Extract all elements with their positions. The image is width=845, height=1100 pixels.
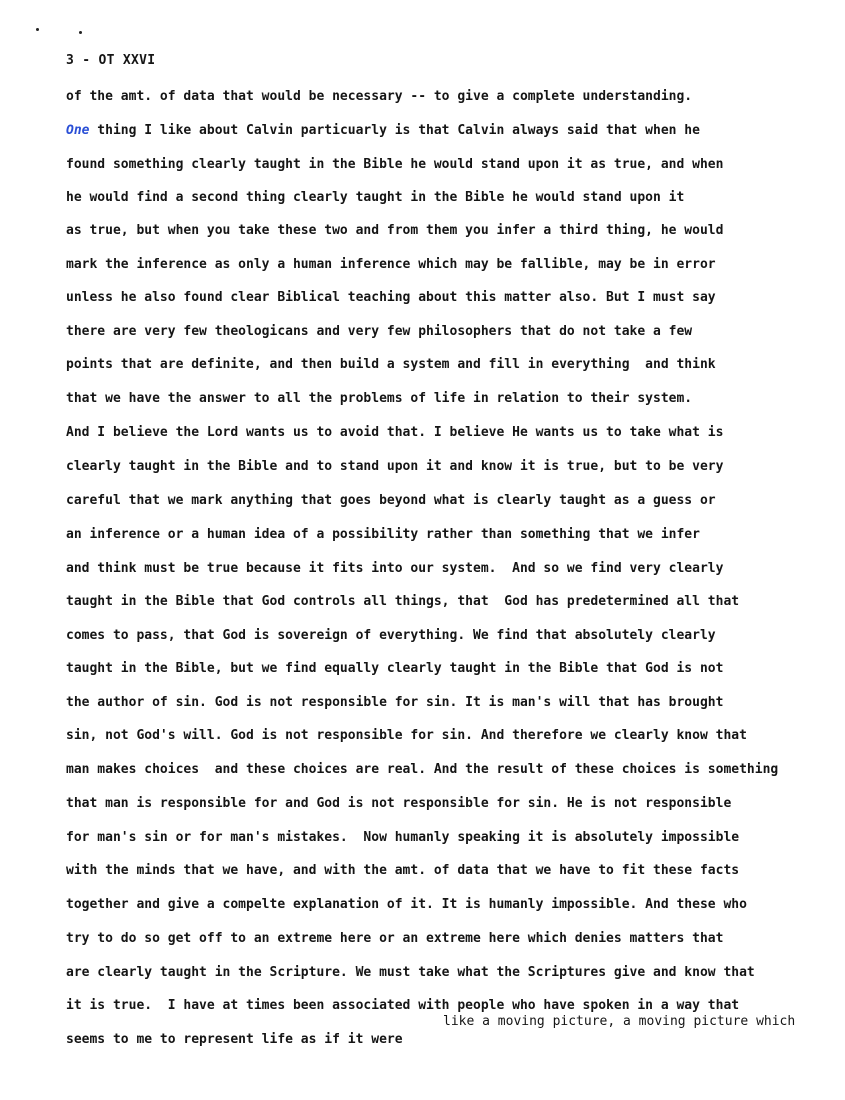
- text-line-rest: thing I like about Calvin particuarly is that Calvin always said that when he: [89, 123, 700, 138]
- text-line: and think must be true because it fits into our system. And so we find very clearly: [66, 561, 724, 576]
- text-line: taught in the Bible that God controls all things, that God has predetermined all that: [66, 594, 740, 609]
- text-line: as true, but when you take these two and from them you infer a third thing, he would: [66, 223, 724, 238]
- text-line: that we have the answer to all the problems of life in relation to their system.: [66, 391, 693, 406]
- text-line: clearly taught in the Bible and to stand upon it and know it is true, but to be very: [66, 459, 724, 474]
- text-line: there are very few theologicans and very few philosophers that do not take a few: [66, 324, 693, 339]
- handwritten-annotation: One: [66, 123, 90, 138]
- text-line: taught in the Bible, but we find equally clearly taught in the Bible that God is not: [66, 661, 724, 676]
- text-line: that man is responsible for and God is not responsible for sin. He is not responsible: [66, 796, 732, 811]
- text-line: careful that we mark anything that goes beyond what is clearly taught as a guess or: [66, 493, 716, 508]
- text-line: are clearly taught in the Scripture. We must take what the Scriptures give and know that: [66, 965, 755, 980]
- text-line: sin, not God's will. God is not responsible for sin. And therefore we clearly know that: [66, 728, 747, 743]
- inserted-typed-line: like a moving picture, a moving picture which: [443, 1014, 796, 1029]
- text-line: man makes choices and these choices are real. And the result of these choices is something: [66, 762, 779, 777]
- text-line: mark the inference as only a human inference which may be fallible, may be in error: [66, 257, 716, 272]
- text-line: points that are definite, and then build a system and fill in everything and think: [66, 357, 716, 372]
- text-line: an inference or a human idea of a possibility rather than something that we infer: [66, 527, 700, 542]
- speck: [79, 31, 82, 34]
- text-line: it is true. I have at times been associated with people who have spoken in a way that: [66, 998, 740, 1013]
- text-line: of the amt. of data that would be necessary -- to give a complete understanding.: [66, 89, 693, 104]
- text-line: seems to me to represent life as if it were: [66, 1032, 403, 1047]
- text-line: [66, 123, 700, 139]
- text-line: try to do so get off to an extreme here or an extreme here which denies matters that: [66, 931, 724, 946]
- text-line: for man's sin or for man's mistakes. Now humanly speaking it is absolutely impossible: [66, 830, 740, 845]
- page-header: 3 - OT XXVI: [66, 53, 156, 68]
- text-line: found something clearly taught in the Bible he would stand upon it as true, and when: [66, 157, 724, 172]
- text-line: he would find a second thing clearly taught in the Bible he would stand upon it: [66, 190, 685, 205]
- text-line: comes to pass, that God is sovereign of everything. We find that absolutely clearly: [66, 628, 716, 643]
- speck: [36, 28, 39, 31]
- text-line: unless he also found clear Biblical teaching about this matter also. But I must say: [66, 290, 716, 305]
- text-line: with the minds that we have, and with the amt. of data that we have to fit these facts: [66, 863, 740, 878]
- text-line: together and give a compelte explanation of it. It is humanly impossible. And these who: [66, 897, 747, 912]
- text-line: the author of sin. God is not responsible for sin. It is man's will that has brought: [66, 695, 724, 710]
- text-line: And I believe the Lord wants us to avoid that. I believe He wants us to take what is: [66, 425, 724, 440]
